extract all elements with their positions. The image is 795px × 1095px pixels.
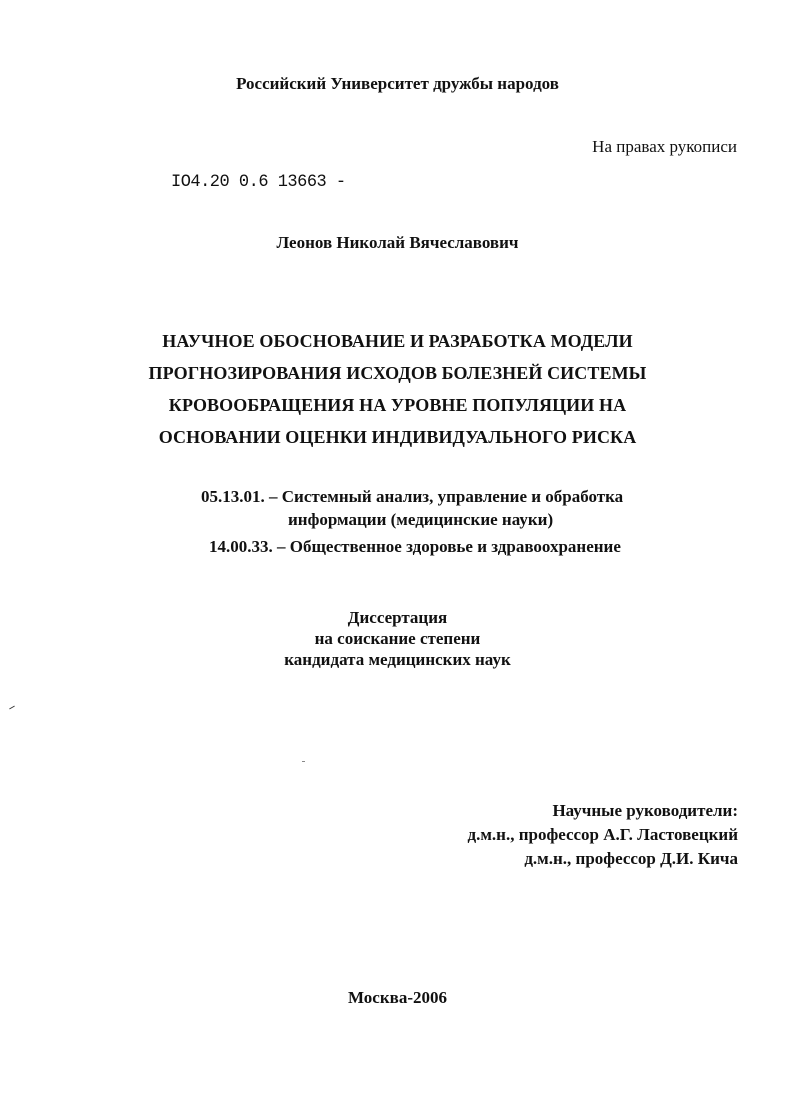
specialty-code-1-continuation: информации (медицинские науки): [288, 510, 554, 529]
title-line: НАУЧНОЕ ОБОСНОВАНИЕ И РАЗРАБОТКА МОДЕЛИ: [162, 331, 633, 351]
advisors-heading: Научные руководители:: [552, 801, 738, 820]
scientific-advisors: [467, 799, 738, 871]
manuscript-note: На правах рукописи: [592, 137, 737, 156]
degree-statement: [0, 607, 795, 670]
degree-line: Диссертация: [347, 608, 448, 627]
city-and-year: Москва-2006: [347, 988, 447, 1007]
scan-speck: [9, 706, 15, 710]
title-line: ПРОГНОЗИРОВАНИЯ ИСХОДОВ БОЛЕЗНЕЙ СИСТЕМЫ: [148, 363, 647, 383]
registration-stamp: IO4.20 0.6 13663 -: [171, 172, 346, 193]
dissertation-title: [0, 325, 795, 453]
title-line: ОСНОВАНИИ ОЦЕНКИ ИНДИВИДУАЛЬНОГО РИСКА: [158, 427, 637, 447]
author-name: Леонов Николай Вячеславович: [276, 233, 519, 252]
title-line: КРОВООБРАЩЕНИЯ НА УРОВНЕ ПОПУЛЯЦИИ НА: [168, 395, 627, 415]
specialty-code-2: 14.00.33. – Общественное здоровье и здравоохранение: [209, 537, 621, 556]
advisor-2: д.м.н., профессор Д.И. Кича: [524, 849, 738, 868]
degree-line: на соискание степени: [314, 629, 481, 648]
university-name: Российский Университет дружбы народов: [236, 74, 559, 93]
scan-speck: [302, 761, 305, 762]
specialty-code-1: 05.13.01. – Системный анализ, управление и обработка: [201, 487, 624, 506]
degree-line: кандидата медицинских наук: [284, 650, 511, 669]
advisor-1: д.м.н., профессор А.Г. Ластовецкий: [467, 825, 738, 844]
